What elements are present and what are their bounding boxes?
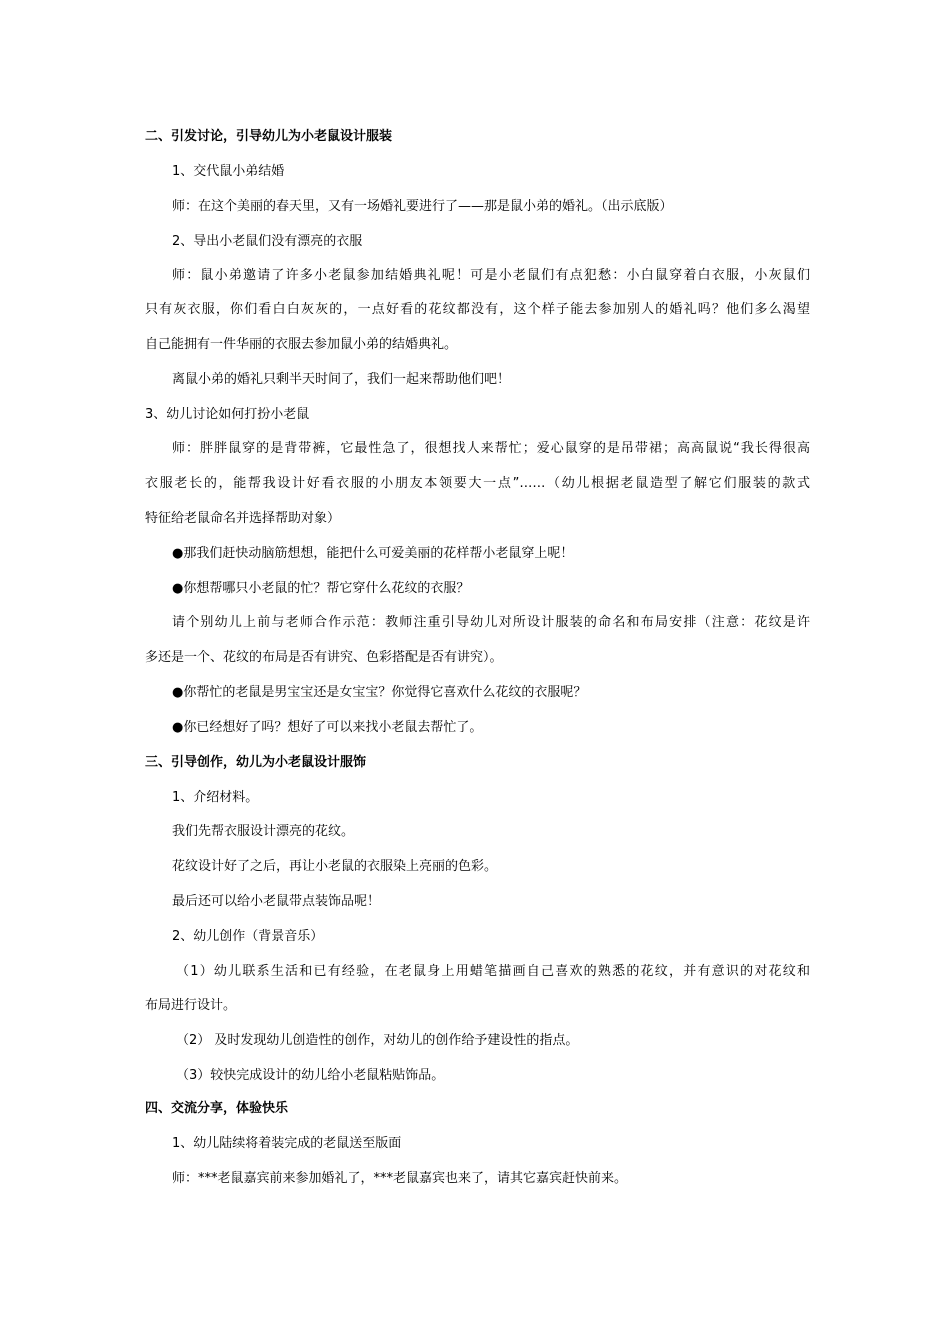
paragraph-line: 师：在这个美丽的春天里，又有一场婚礼要进行了——那是鼠小弟的婚礼。（出示底版）	[172, 199, 673, 214]
bullet-item: ●你想帮哪只小老鼠的忙？帮它穿什么花纹的衣服？	[172, 581, 470, 596]
section-heading-4: 四、交流分享，体验快乐	[145, 1101, 289, 1116]
paragraph-line: 最后还可以给小老鼠带点装饰品呢！	[172, 894, 381, 909]
paragraph-line: 师：***老鼠嘉宾前来参加婚礼了，***老鼠嘉宾也来了，请其它嘉宾赶快前来。	[172, 1171, 628, 1186]
paragraph-line: 花纹设计好了之后，再让小老鼠的衣服染上亮丽的色彩。	[172, 859, 498, 874]
paragraph-line: （1）幼儿联系生活和已有经验，在老鼠身上用蜡笔描画自己喜欢的熟悉的花纹，并有意识的对花纹和	[176, 964, 810, 979]
step-heading: 2、幼儿创作（背景音乐）	[172, 929, 324, 944]
step-heading: 1、介绍材料。	[172, 790, 259, 805]
step-heading: 3、幼儿讨论如何打扮小老鼠	[145, 407, 310, 422]
paragraph-line: 师：胖胖鼠穿的是背带裤，它最性急了，很想找人来帮忙；爱心鼠穿的是吊带裙；高高鼠说“我长得很高	[172, 441, 810, 456]
paragraph-line: 布局进行设计。	[145, 998, 237, 1013]
step-heading: 1、幼儿陆续将着装完成的老鼠送至版面	[172, 1136, 402, 1151]
paragraph-line: 多还是一个、花纹的布局是否有讲究、色彩搭配是否有讲究）。	[145, 650, 503, 665]
section-heading-3: 三、引导创作，幼儿为小老鼠设计服饰	[145, 755, 367, 770]
step-heading: 2、导出小老鼠们没有漂亮的衣服	[172, 234, 363, 249]
step-heading: 1、交代鼠小弟结婚	[172, 164, 285, 179]
bullet-item: ●那我们赶快动脑筋想想，能把什么可爱美丽的花样帮小老鼠穿上呢！	[172, 546, 574, 561]
paragraph-line: 师：鼠小弟邀请了许多小老鼠参加结婚典礼呢！可是小老鼠们有点犯愁：小白鼠穿着白衣服，小灰鼠们	[172, 268, 810, 283]
bullet-item: ●你帮忙的老鼠是男宝宝还是女宝宝？你觉得它喜欢什么花纹的衣服呢？	[172, 685, 587, 700]
paragraph-line: 衣服老长的，能帮我设计好看衣服的小朋友本领要大一点”……（幼儿根据老鼠造型了解它们服装的款式	[145, 476, 810, 491]
bullet-item: ●你已经想好了吗？想好了可以来找小老鼠去帮忙了。	[172, 720, 483, 735]
paragraph-line: 我们先帮衣服设计漂亮的花纹。	[172, 824, 355, 839]
paragraph-line: 自己能拥有一件华丽的衣服去参加鼠小弟的结婚典礼。	[145, 337, 458, 352]
paragraph-line: （2） 及时发现幼儿创造性的创作，对幼儿的创作给予建设性的指点。	[176, 1033, 579, 1048]
paragraph-line: 特征给老鼠命名并选择帮助对象）	[145, 511, 341, 526]
paragraph-line: 请个别幼儿上前与老师合作示范：教师注重引导幼儿对所设计服装的命名和布局安排（注意：花纹是许	[172, 615, 810, 630]
paragraph-line: （3）较快完成设计的幼儿给小老鼠粘贴饰品。	[176, 1068, 445, 1083]
paragraph-line: 离鼠小弟的婚礼只剩半天时间了，我们一起来帮助他们吧！	[172, 372, 511, 387]
paragraph-line: 只有灰衣服，你们看白白灰灰的，一点好看的花纹都没有，这个样子能去参加别人的婚礼吗？他们多么渴望	[145, 302, 810, 317]
section-heading-2: 二、引发讨论，引导幼儿为小老鼠设计服装	[145, 129, 393, 144]
